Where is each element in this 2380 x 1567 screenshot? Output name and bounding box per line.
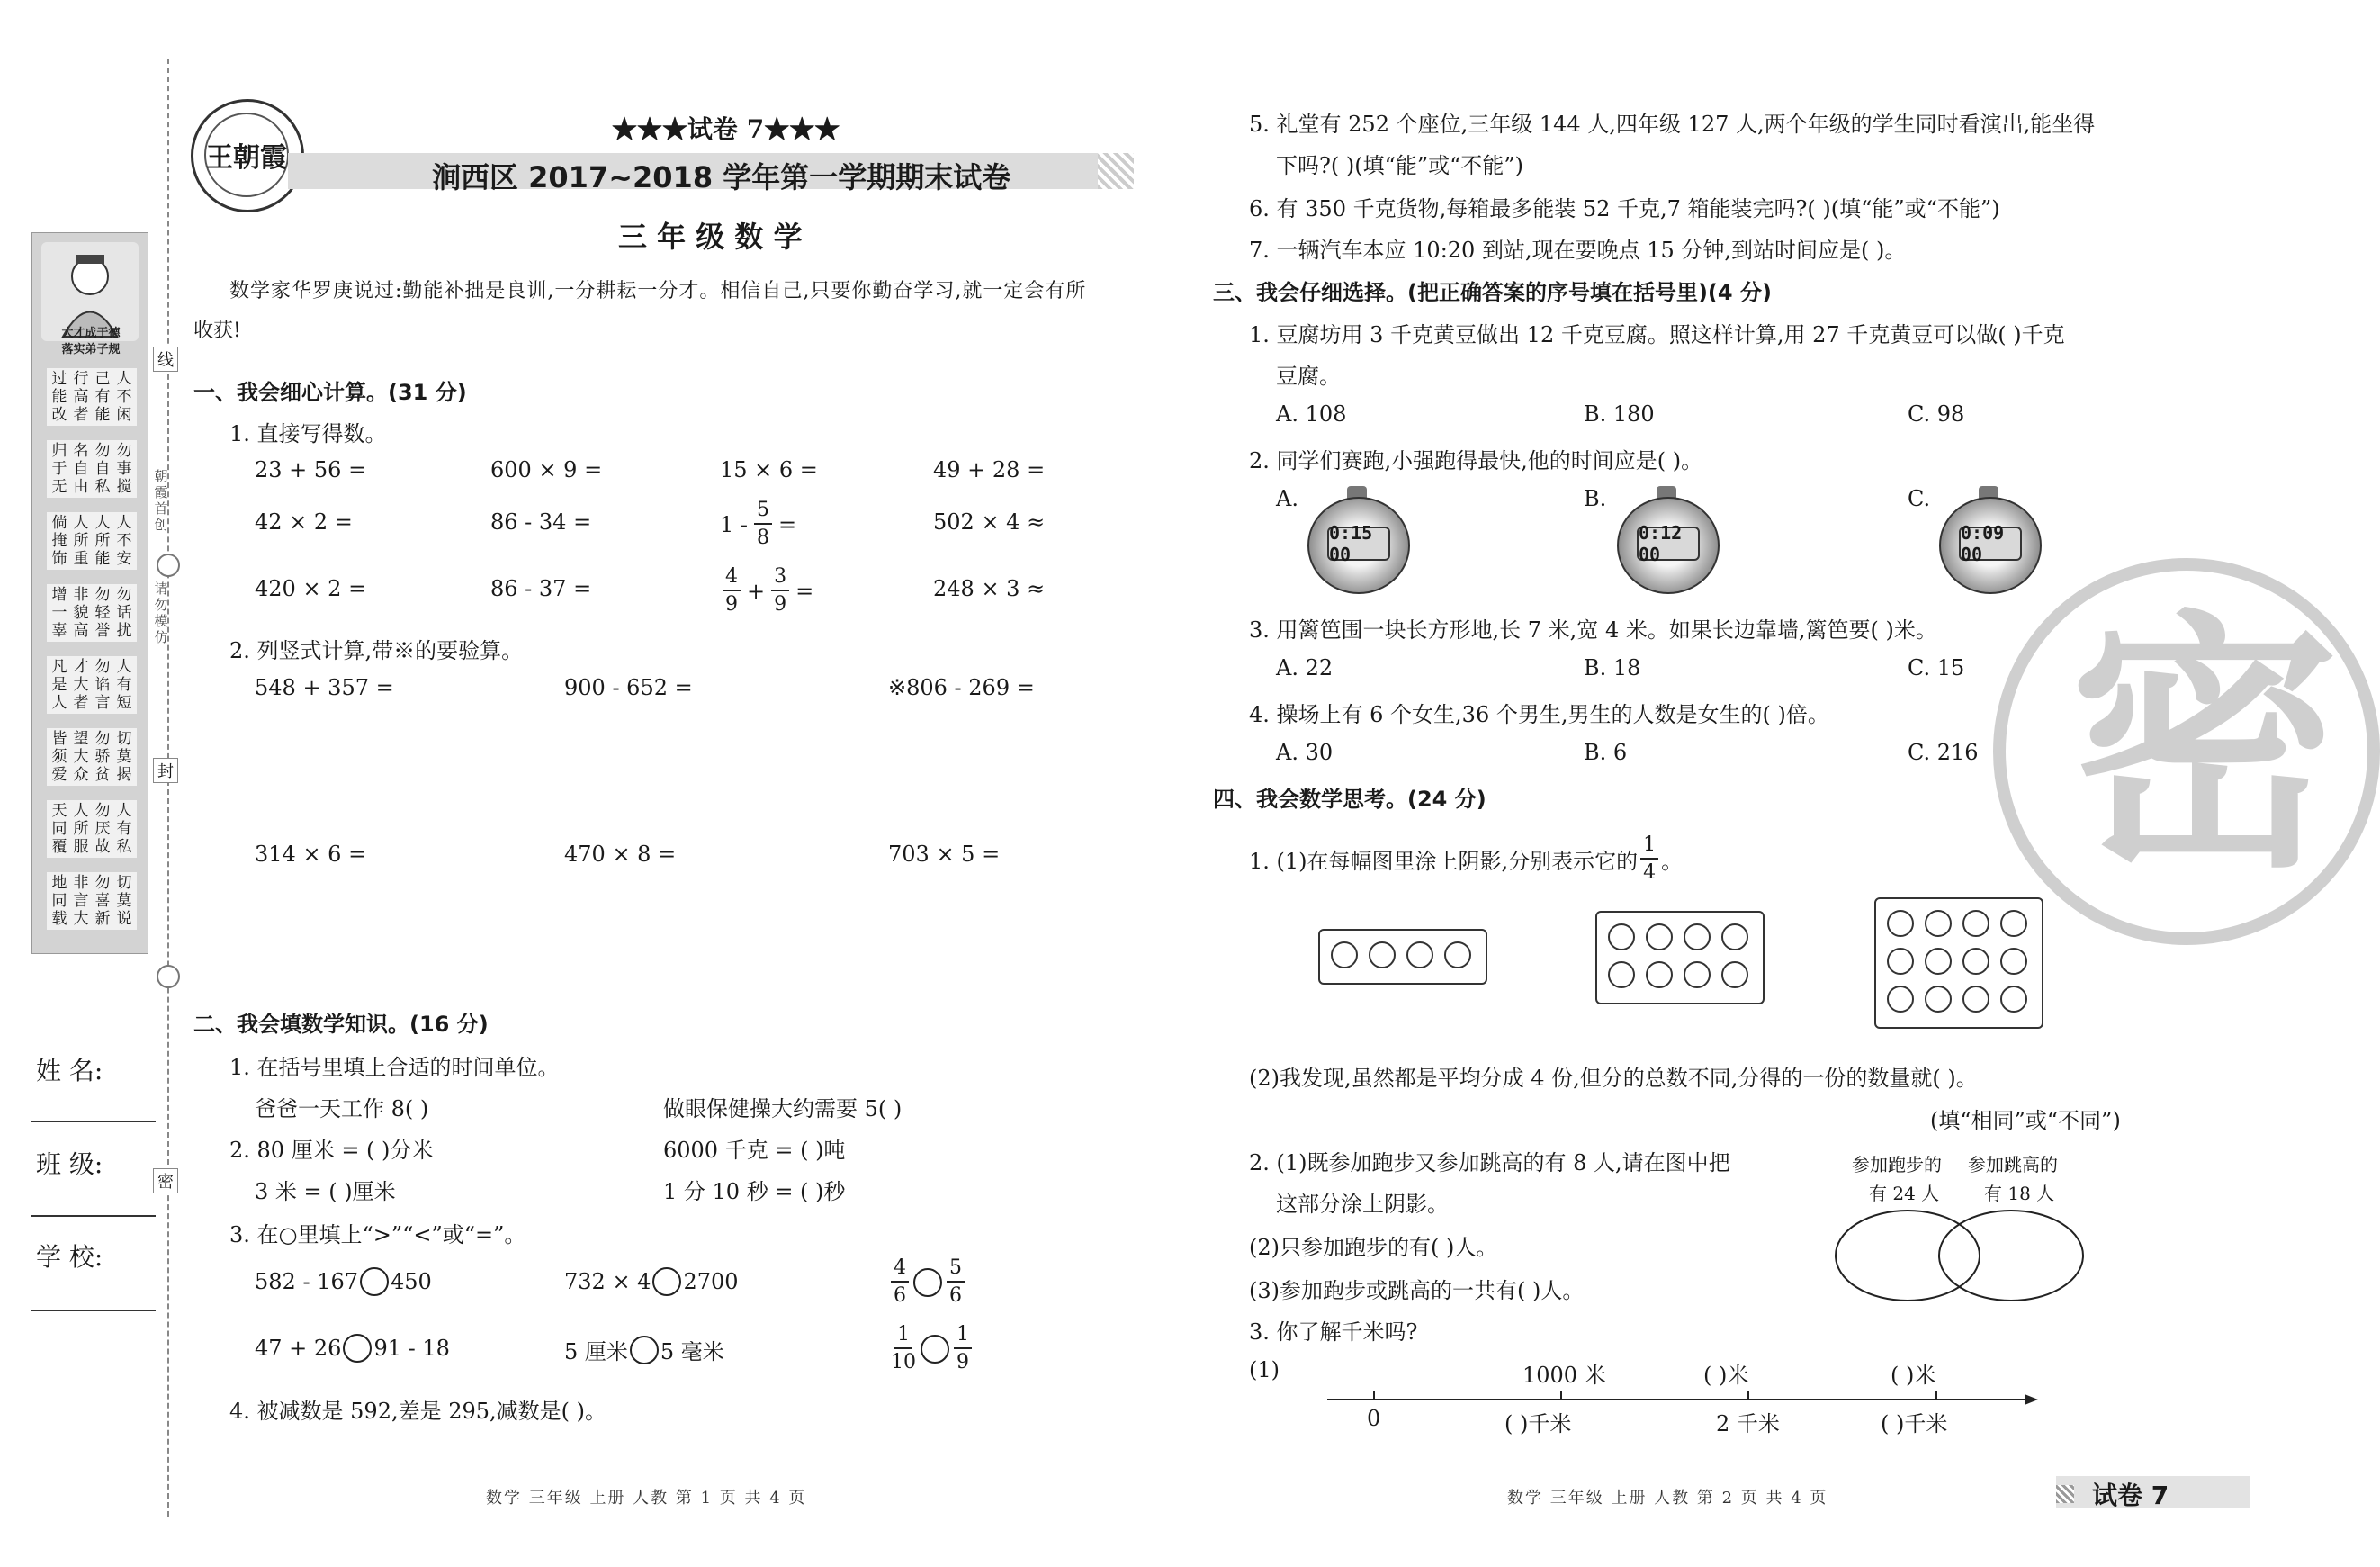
dot-circle[interactable] xyxy=(1887,986,1914,1013)
title-bar-pattern xyxy=(1098,153,1134,189)
s2-compare xyxy=(888,1258,967,1306)
motto-text: 人不安 xyxy=(116,514,132,568)
s3-q4: 4. 操场上有 6 个女生,36 个男生,男生的人数是女生的( )倍。 xyxy=(1249,702,1829,727)
motto-text: 勿喜新 xyxy=(94,874,111,928)
stopwatch-icon xyxy=(1617,486,1716,594)
school-label: 学 校: xyxy=(36,1242,103,1272)
line-bottom-label: 2 千米 xyxy=(1716,1411,1780,1436)
class-field[interactable] xyxy=(31,1215,156,1217)
confidential-stamp-char: 密 xyxy=(2070,590,2340,904)
section1-heading: 一、我会细心计算。(31 分) xyxy=(193,380,467,405)
dot-box[interactable] xyxy=(1874,897,2043,1029)
compare-right: 5 毫米 xyxy=(660,1339,724,1364)
fold-note-2: 请勿模仿 xyxy=(154,581,168,645)
s4-q2-3: (3)参加跑步或跳高的一共有( )人。 xyxy=(1249,1278,1585,1303)
frac-num: 5 xyxy=(947,1258,965,1283)
s4-q2-line1: 2. (1)既参加跑步又参加跳高的有 8 人,请在图中把 xyxy=(1249,1150,1730,1175)
frac-den: 9 xyxy=(725,593,738,616)
s4-q3-sub: (1) xyxy=(1249,1357,1280,1382)
footer-left: 数学 三年级 上册 人教 第 1 页 共 4 页 xyxy=(486,1489,807,1508)
stopwatch-display: 0:09 00 xyxy=(1959,527,2022,561)
frac-den: 6 xyxy=(894,1284,906,1307)
option-c: C. 216 xyxy=(1908,740,1979,765)
s1-q2-title: 2. 列竖式计算,带※的要验算。 xyxy=(229,638,524,663)
dot-circle[interactable] xyxy=(1962,910,1989,937)
fold-circle-mark xyxy=(157,554,180,577)
option-a: A. 22 xyxy=(1276,655,1334,680)
s1-calc-fraction xyxy=(720,567,813,615)
compare-circle[interactable] xyxy=(630,1336,659,1364)
s2-compare xyxy=(564,1267,739,1296)
s1-calc: 49 + 28 = xyxy=(933,457,1046,482)
dot-circle[interactable] xyxy=(1887,910,1914,937)
fraction xyxy=(754,500,772,548)
dot-circle[interactable] xyxy=(1962,986,1989,1013)
fold-tag-feng: 封 xyxy=(153,758,178,783)
s2-compare xyxy=(255,1334,450,1363)
option-a: A. 108 xyxy=(1276,401,1347,427)
s1-calc: 42 × 2 = xyxy=(255,509,353,535)
option-a: A. 30 xyxy=(1276,740,1334,765)
fraction xyxy=(723,567,741,615)
s3-q3: 3. 用篱笆围一块长方形地,长 7 米,宽 4 米。如果长边靠墙,篱笆要( )米。 xyxy=(1249,617,1937,643)
motto-text: 过能改 xyxy=(51,370,67,424)
s2-q5-line2: 下吗?( )(填“能”或“不能”) xyxy=(1276,153,1524,178)
s1-vertical-calc: 900 - 652 = xyxy=(564,675,693,700)
fraction xyxy=(771,567,789,615)
dot-box[interactable] xyxy=(1595,911,1765,1004)
motto-text: 人有私 xyxy=(116,802,132,856)
s4-q1a-text: 1. (1)在每幅图里涂上阴影,分别表示它的 xyxy=(1249,849,1639,874)
compare-circle[interactable] xyxy=(921,1335,949,1364)
dot-circle[interactable] xyxy=(1331,941,1358,968)
motto-text: 非言大 xyxy=(73,874,89,928)
fold-tag-mi: 密 xyxy=(153,1168,178,1193)
s1-calc: 15 × 6 = xyxy=(720,457,818,482)
dot-circle[interactable] xyxy=(1721,923,1748,950)
dot-circle[interactable] xyxy=(1925,910,1952,937)
option-c: C. 98 xyxy=(1908,401,1965,427)
dot-circle[interactable] xyxy=(1608,923,1635,950)
dot-circle[interactable] xyxy=(1887,948,1914,975)
s4-q2-line2: 这部分涂上阴影。 xyxy=(1276,1192,1449,1217)
line-bottom-label: ( )千米 xyxy=(1881,1411,1948,1436)
class-label: 班 级: xyxy=(36,1149,103,1179)
frac-den: 6 xyxy=(949,1284,962,1307)
fraction xyxy=(891,1325,916,1373)
compare-circle[interactable] xyxy=(652,1267,681,1296)
s1-vertical-calc: ※806 - 269 = xyxy=(888,675,1035,700)
motto-text: 勿厌故 xyxy=(94,802,111,856)
s1-calc: 86 - 37 = xyxy=(490,576,592,601)
motto-title-2: 落实弟子规 xyxy=(61,343,121,356)
frac-den: 8 xyxy=(757,527,770,549)
s1-calc: 86 - 34 = xyxy=(490,509,592,535)
compare-left: 47 + 26 xyxy=(255,1336,342,1361)
s4-q2-2: (2)只参加跑步的有( )人。 xyxy=(1249,1235,1498,1260)
s4-q1a xyxy=(1249,835,1683,883)
dot-circle[interactable] xyxy=(1406,941,1433,968)
option-c: C. 15 xyxy=(1908,655,1965,680)
fold-circle-mark-2 xyxy=(157,965,180,988)
s1-vertical-calc: 548 + 357 = xyxy=(255,675,394,700)
motto-block xyxy=(47,800,137,858)
s1-calc-part: 1 - xyxy=(720,511,749,537)
dot-circle[interactable] xyxy=(2000,986,2027,1013)
motto-text: 凡是人 xyxy=(51,658,67,712)
s1-calc-part: = xyxy=(778,511,797,537)
compare-left: 732 × 4 xyxy=(564,1269,651,1294)
s2-q7: 7. 一辆汽车本应 10:20 到站,现在要晚点 15 分钟,到站时间应是( )。 xyxy=(1249,238,1907,263)
motto-text: 倘掩饰 xyxy=(51,514,67,568)
option-a-label: A. xyxy=(1276,486,1298,511)
motto-text: 名自由 xyxy=(73,442,89,496)
option-b: B. 18 xyxy=(1584,655,1641,680)
motto-block xyxy=(47,584,137,642)
corner-paper-label: 试卷 7 xyxy=(2092,1481,2169,1510)
s2-compare xyxy=(888,1325,974,1373)
dot-circle[interactable] xyxy=(1444,941,1471,968)
line-bottom-label: ( )千米 xyxy=(1504,1411,1572,1436)
stopwatch-display: 0:15 00 xyxy=(1327,527,1390,561)
motto-text: 望大众 xyxy=(73,730,89,784)
s2-q1-a: 爸爸一天工作 8( ) xyxy=(255,1096,429,1121)
venn-diagram[interactable] xyxy=(1831,1206,2092,1305)
motto-text: 人不闲 xyxy=(116,370,132,424)
s2-q5-line1: 5. 礼堂有 252 个座位,三年级 144 人,四年级 127 人,两个年级的学生同时看演出,能坐得 xyxy=(1249,112,2096,137)
name-label: 姓 名: xyxy=(36,1056,103,1085)
s1-vertical-calc: 314 × 6 = xyxy=(255,842,367,867)
dot-circle[interactable] xyxy=(1962,948,1989,975)
dot-circle[interactable] xyxy=(1646,923,1673,950)
dot-box[interactable] xyxy=(1318,929,1487,985)
motto-text: 才大者 xyxy=(73,658,89,712)
motto-text: 勿轻誉 xyxy=(94,586,111,640)
s4-q1b-hint: (填“相同”或“不同”) xyxy=(1930,1108,2121,1133)
frac-num: 1 xyxy=(1640,835,1658,860)
dot-circle[interactable] xyxy=(2000,910,2027,937)
motto-block xyxy=(47,512,137,570)
line-top-label: 1000 米 xyxy=(1522,1363,1606,1388)
venn-label-jump-1: 参加跳高的 xyxy=(1968,1154,2058,1175)
compare-right: 450 xyxy=(390,1269,432,1294)
motto-text: 人所能 xyxy=(94,514,111,568)
stopwatch-icon xyxy=(1307,486,1406,594)
s1-vertical-calc: 470 × 8 = xyxy=(564,842,677,867)
motto-text: 切莫说 xyxy=(116,874,132,928)
motto-text: 人有短 xyxy=(116,658,132,712)
motto-text: 勿谄言 xyxy=(94,658,111,712)
motto-text: 行高者 xyxy=(73,370,89,424)
motto-panel xyxy=(31,232,148,954)
motto-text: 地同载 xyxy=(51,874,67,928)
exam-subject: 三 年 级 数 学 xyxy=(618,220,803,254)
motto-text: 勿骄贫 xyxy=(94,730,111,784)
fraction xyxy=(1640,835,1658,883)
s2-q2-c: 3 米 = ( )厘米 xyxy=(255,1179,396,1204)
frac-den: 9 xyxy=(774,593,787,616)
s2-q2-b: 6000 千克 = ( )吨 xyxy=(663,1138,846,1163)
name-field[interactable] xyxy=(31,1121,156,1122)
intro-line-2: 收获! xyxy=(193,320,241,342)
fold-note-1: 朝霞首创 xyxy=(154,468,168,533)
compare-right: 91 - 18 xyxy=(373,1336,450,1361)
s3-q2: 2. 同学们赛跑,小强跑得最快,他的时间应是( )。 xyxy=(1249,448,1703,473)
venn-label-run-1: 参加跑步的 xyxy=(1852,1154,1942,1175)
venn-circle-running[interactable] xyxy=(1836,1211,1980,1301)
fraction xyxy=(947,1258,965,1306)
frac-num: 1 xyxy=(894,1325,912,1349)
fold-tag-xian: 线 xyxy=(153,347,178,372)
dot-circle[interactable] xyxy=(2000,948,2027,975)
compare-left: 5 厘米 xyxy=(564,1339,628,1364)
dot-circle[interactable] xyxy=(1684,923,1711,950)
line-bottom-label: 0 xyxy=(1367,1406,1381,1431)
dot-circle[interactable] xyxy=(1608,961,1635,988)
s2-q3-title: 3. 在○里填上“>”“<”或“=”。 xyxy=(229,1222,526,1247)
s2-compare xyxy=(564,1334,724,1365)
motto-text: 勿自私 xyxy=(94,442,111,496)
stopwatch-display: 0:12 00 xyxy=(1637,527,1700,561)
stopwatch-icon xyxy=(1939,486,2038,594)
s1-calc: 420 × 2 = xyxy=(255,576,367,601)
exam-title: 涧西区 2017~2018 学年第一学期期末试卷 xyxy=(432,160,1011,194)
s3-q1-line1: 1. 豆腐坊用 3 千克黄豆做出 12 千克豆腐。照这样计算,用 27 千克黄豆可以做( )千克 xyxy=(1249,322,2065,347)
option-c-label: C. xyxy=(1908,486,1931,511)
motto-text: 人所重 xyxy=(73,514,89,568)
option-b: B. 180 xyxy=(1584,401,1655,427)
compare-circle[interactable] xyxy=(360,1267,389,1296)
fraction xyxy=(954,1325,972,1373)
dot-circle[interactable] xyxy=(1721,961,1748,988)
motto-text: 归于无 xyxy=(51,442,67,496)
motto-text: 勿事搅 xyxy=(116,442,132,496)
fraction xyxy=(891,1258,909,1306)
s1-calc: 248 × 3 ≈ xyxy=(933,576,1046,601)
motto-text: 天同覆 xyxy=(51,802,67,856)
frac-num: 5 xyxy=(754,500,772,525)
section3-heading: 三、我会仔细选择。(把正确答案的序号填在括号里)(4 分) xyxy=(1213,280,1772,305)
venn-label-jump-2: 有 18 人 xyxy=(1984,1183,2055,1204)
motto-block xyxy=(47,368,137,426)
compare-circle[interactable] xyxy=(913,1268,942,1297)
line-top-label: ( )米 xyxy=(1703,1363,1749,1388)
paper-badge: ★★★试卷 7★★★ xyxy=(612,114,840,144)
s2-q6: 6. 有 350 千克货物,每箱最多能装 52 千克,7 箱能装完吗?( )(填“能”或“不能”) xyxy=(1249,196,2000,221)
frac-num: 4 xyxy=(891,1258,909,1283)
intro-line-1: 数学家华罗庚说过:勤能补拙是良训,一分耕耘一分才。相信自己,只要你勤奋学习,就一定会有所 xyxy=(229,280,1087,302)
corner-pattern xyxy=(2056,1485,2074,1503)
s1-calc-fraction xyxy=(720,500,796,548)
s3-q1-line2: 豆腐。 xyxy=(1276,364,1341,389)
motto-text: 己有能 xyxy=(94,370,111,424)
s1-calc: 23 + 56 = xyxy=(255,457,367,482)
fold-line xyxy=(167,59,169,1517)
option-b: B. 6 xyxy=(1584,740,1628,765)
frac-den: 9 xyxy=(956,1351,969,1373)
motto-text: 人所服 xyxy=(73,802,89,856)
dot-circle[interactable] xyxy=(1369,941,1396,968)
s1-q1-title: 1. 直接写得数。 xyxy=(229,421,387,446)
compare-right: 2700 xyxy=(683,1269,739,1294)
s2-q4: 4. 被减数是 592,差是 295,减数是( )。 xyxy=(229,1399,607,1424)
s4-q1b: (2)我发现,虽然都是平均分成 4 份,但分的总数不同,分得的一份的数量就( )。 xyxy=(1249,1066,1978,1091)
motto-title-1: 大才成于德 xyxy=(61,327,121,340)
motto-block xyxy=(47,872,137,930)
compare-left: 582 - 167 xyxy=(255,1269,358,1294)
section2-heading: 二、我会填数学知识。(16 分) xyxy=(193,1012,489,1037)
frac-num: 4 xyxy=(723,567,741,591)
dot-circle[interactable] xyxy=(1646,961,1673,988)
s4-q3-title: 3. 你了解千米吗? xyxy=(1249,1319,1418,1345)
s2-q1-title: 1. 在括号里填上合适的时间单位。 xyxy=(229,1055,560,1080)
frac-num: 1 xyxy=(954,1325,972,1349)
dot-circle[interactable] xyxy=(1925,948,1952,975)
s1-calc-part: = xyxy=(795,578,814,604)
motto-text: 增一辜 xyxy=(51,586,67,640)
motto-text: 切莫揭 xyxy=(116,730,132,784)
dot-circle[interactable] xyxy=(1684,961,1711,988)
frac-num: 3 xyxy=(771,567,789,591)
compare-circle[interactable] xyxy=(343,1334,372,1363)
number-line-arrow-icon xyxy=(2025,1394,2038,1405)
motto-text: 非貌高 xyxy=(73,586,89,640)
s2-q1-b: 做眼保健操大约需要 5( ) xyxy=(663,1096,903,1121)
s2-q2-a: 2. 80 厘米 = ( )分米 xyxy=(229,1138,434,1163)
motto-block xyxy=(47,728,137,786)
motto-text: 勿话扰 xyxy=(116,586,132,640)
frac-den: 10 xyxy=(891,1351,916,1373)
s2-q2-d: 1 分 10 秒 = ( )秒 xyxy=(663,1179,846,1204)
venn-circle-jumping[interactable] xyxy=(1939,1211,2083,1301)
motto-text: 皆须爱 xyxy=(51,730,67,784)
frac-den: 4 xyxy=(1643,861,1657,884)
motto-block xyxy=(47,656,137,714)
school-field[interactable] xyxy=(31,1310,156,1311)
s4-q1a-end: 。 xyxy=(1661,849,1684,874)
s2-compare xyxy=(255,1267,432,1296)
option-b-label: B. xyxy=(1584,486,1607,511)
s1-calc-part: + xyxy=(747,578,766,604)
venn-label-run-2: 有 24 人 xyxy=(1869,1183,1940,1204)
s1-calc: 502 × 4 ≈ xyxy=(933,509,1046,535)
s1-vertical-calc: 703 × 5 = xyxy=(888,842,1001,867)
s1-calc: 600 × 9 = xyxy=(490,457,603,482)
line-top-label: ( )米 xyxy=(1891,1363,1936,1388)
section4-heading: 四、我会数学思考。(24 分) xyxy=(1213,787,1486,812)
footer-right: 数学 三年级 上册 人教 第 2 页 共 4 页 xyxy=(1507,1489,1828,1508)
brand-logo-text: 王朝霞 xyxy=(204,113,289,197)
dot-circle[interactable] xyxy=(1925,986,1952,1013)
motto-block xyxy=(47,440,137,498)
